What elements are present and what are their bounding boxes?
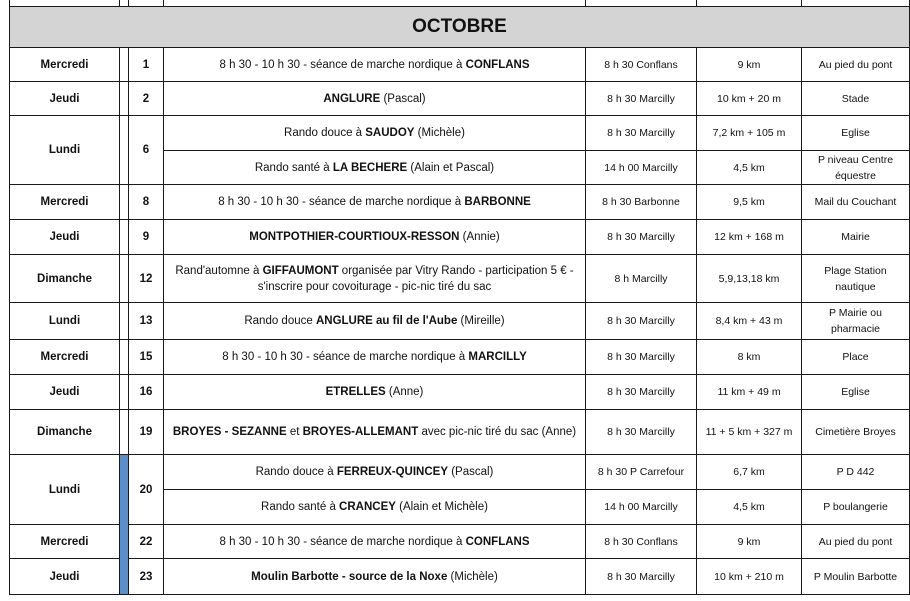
- table-row: [10, 82, 910, 116]
- departure-cell: 8 h 30 Conflans: [586, 525, 697, 559]
- distance-cell: 10 km + 210 m: [697, 559, 802, 595]
- day-cell: Dimanche: [10, 255, 120, 303]
- meeting-point-cell: Mairie: [802, 220, 910, 255]
- day-cell: Lundi: [10, 455, 120, 525]
- day-cell: Mercredi: [10, 525, 120, 559]
- date-cell: 9: [129, 220, 164, 255]
- table-row: [10, 220, 910, 255]
- distance-cell: 8,4 km + 43 m: [697, 303, 802, 340]
- table-row: [10, 303, 910, 340]
- meeting-point-cell: P niveau Centre équestre: [802, 151, 910, 185]
- departure-cell: 8 h 30 P Carrefour: [586, 455, 697, 490]
- meeting-point-cell: Stade: [802, 82, 910, 116]
- date-cell: 2: [129, 82, 164, 116]
- date-cell: 6: [129, 116, 164, 185]
- day-cell: Jeudi: [10, 82, 120, 116]
- distance-cell: 12 km + 168 m: [697, 220, 802, 255]
- departure-cell: 8 h 30 Marcilly: [586, 82, 697, 116]
- activity-cell: Moulin Barbotte - source de la Noxe (Michèle): [164, 559, 586, 595]
- schedule-table: [9, 0, 910, 595]
- distance-cell: 4,5 km: [697, 151, 802, 185]
- table-row: [10, 559, 910, 595]
- meeting-point-cell: Au pied du pont: [802, 525, 910, 559]
- date-cell: 13: [129, 303, 164, 340]
- table-row: [10, 255, 910, 303]
- distance-cell: 7,2 km + 105 m: [697, 116, 802, 151]
- table-row: [10, 116, 910, 151]
- departure-cell: 14 h 00 Marcilly: [586, 151, 697, 185]
- departure-cell: 8 h 30 Marcilly: [586, 410, 697, 455]
- distance-cell: 5,9,13,18 km: [697, 255, 802, 303]
- table-row: [10, 185, 910, 220]
- departure-cell: 8 h Marcilly: [586, 255, 697, 303]
- date-cell: 8: [129, 185, 164, 220]
- day-cell: Mercredi: [10, 340, 120, 375]
- meeting-point-cell: P Mairie ou pharmacie: [802, 303, 910, 340]
- date-cell: 15: [129, 340, 164, 375]
- activity-cell: ANGLURE (Pascal): [164, 82, 586, 116]
- activity-cell: 8 h 30 - 10 h 30 - séance de marche nordique à CONFLANS: [164, 48, 586, 82]
- departure-cell: 14 h 00 Marcilly: [586, 490, 697, 525]
- meeting-point-cell: Eglise: [802, 116, 910, 151]
- activity-cell: 8 h 30 - 10 h 30 - séance de marche nordique à MARCILLY: [164, 340, 586, 375]
- departure-cell: 8 h 30 Conflans: [586, 48, 697, 82]
- departure-cell: 8 h 30 Marcilly: [586, 116, 697, 151]
- activity-cell: ETRELLES (Anne): [164, 375, 586, 410]
- date-cell: 22: [129, 525, 164, 559]
- meeting-point-cell: P D 442: [802, 455, 910, 490]
- day-cell: Jeudi: [10, 375, 120, 410]
- activity-cell: Rando santé à LA BECHERE (Alain et Pascal): [164, 151, 586, 185]
- date-cell: 20: [129, 455, 164, 525]
- date-cell: 1: [129, 48, 164, 82]
- activity-cell: BROYES - SEZANNE et BROYES-ALLEMANT avec pic-nic tiré du sac (Anne): [164, 410, 586, 455]
- activity-cell: MONTPOTHIER-COURTIOUX-RESSON (Annie): [164, 220, 586, 255]
- activity-cell: Rando douce ANGLURE au fil de l'Aube (Mireille): [164, 303, 586, 340]
- table-row: [10, 340, 910, 375]
- distance-cell: 8 km: [697, 340, 802, 375]
- meeting-point-cell: P boulangerie: [802, 490, 910, 525]
- departure-cell: 8 h 30 Marcilly: [586, 340, 697, 375]
- date-cell: 23: [129, 559, 164, 595]
- distance-cell: 9,5 km: [697, 185, 802, 220]
- meeting-point-cell: Au pied du pont: [802, 48, 910, 82]
- month-header: OCTOBRE: [10, 7, 910, 48]
- departure-cell: 8 h 30 Marcilly: [586, 220, 697, 255]
- meeting-point-cell: Plage Station nautique: [802, 255, 910, 303]
- distance-cell: 9 km: [697, 525, 802, 559]
- activity-cell: Rando santé à CRANCEY (Alain et Michèle): [164, 490, 586, 525]
- meeting-point-cell: P Moulin Barbotte: [802, 559, 910, 595]
- activity-cell: Rando douce à SAUDOY (Michèle): [164, 116, 586, 151]
- meeting-point-cell: Eglise: [802, 375, 910, 410]
- meeting-point-cell: Mail du Couchant: [802, 185, 910, 220]
- departure-cell: 8 h 30 Marcilly: [586, 375, 697, 410]
- meeting-point-cell: Cimetière Broyes: [802, 410, 910, 455]
- departure-cell: 8 h 30 Marcilly: [586, 559, 697, 595]
- day-cell: Lundi: [10, 116, 120, 185]
- day-cell: Mercredi: [10, 48, 120, 82]
- date-cell: 19: [129, 410, 164, 455]
- table-row: [10, 48, 910, 82]
- day-cell: Dimanche: [10, 410, 120, 455]
- table-row: [10, 525, 910, 559]
- date-cell: 12: [129, 255, 164, 303]
- table-row: [10, 455, 910, 490]
- date-cell: 16: [129, 375, 164, 410]
- day-cell: Jeudi: [10, 220, 120, 255]
- activity-cell: 8 h 30 - 10 h 30 - séance de marche nordique à CONFLANS: [164, 525, 586, 559]
- table-row: [10, 375, 910, 410]
- day-cell: Jeudi: [10, 559, 120, 595]
- activity-cell: Rando douce à FERREUX-QUINCEY (Pascal): [164, 455, 586, 490]
- distance-cell: 11 + 5 km + 327 m: [697, 410, 802, 455]
- activity-cell: Rand'automne à GIFFAUMONT organisée par Vitry Rando - participation 5 € - s'inscrire pour covoiturage - pic-nic tiré du sac: [164, 255, 586, 303]
- distance-cell: 9 km: [697, 48, 802, 82]
- day-cell: Mercredi: [10, 185, 120, 220]
- distance-cell: 4,5 km: [697, 490, 802, 525]
- day-cell: Lundi: [10, 303, 120, 340]
- activity-cell: 8 h 30 - 10 h 30 - séance de marche nordique à BARBONNE: [164, 185, 586, 220]
- table-row: [10, 410, 910, 455]
- departure-cell: 8 h 30 Marcilly: [586, 303, 697, 340]
- distance-cell: 6,7 km: [697, 455, 802, 490]
- meeting-point-cell: Place: [802, 340, 910, 375]
- departure-cell: 8 h 30 Barbonne: [586, 185, 697, 220]
- distance-cell: 11 km + 49 m: [697, 375, 802, 410]
- distance-cell: 10 km + 20 m: [697, 82, 802, 116]
